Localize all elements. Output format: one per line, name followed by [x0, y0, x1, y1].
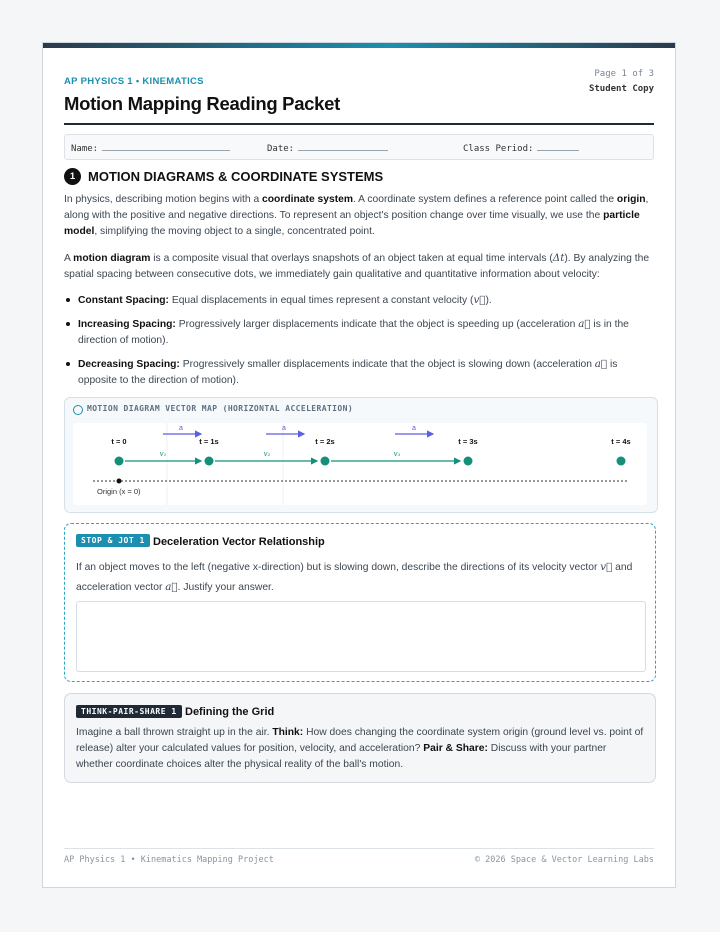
compass-icon — [73, 405, 83, 415]
date-field[interactable] — [267, 142, 388, 154]
origin-marker — [117, 479, 122, 484]
stop-and-jot-tag: STOP & JOT 1 — [76, 534, 150, 547]
velocity-label: v₁ — [159, 450, 167, 458]
time-label: t = 2s — [315, 437, 335, 446]
page-title: Motion Mapping Reading Packet — [64, 93, 341, 114]
acceleration-label: a — [282, 425, 286, 432]
list-item: Constant Spacing: Equal displacements in equal times represent a constant velocity (v⃗). — [64, 292, 658, 309]
diagram-label: MOTION DIAGRAM VECTOR MAP (HORIZONTAL ACCELERATION) — [87, 404, 354, 413]
stop-and-jot-box — [64, 523, 656, 682]
section-number-badge: 1 — [64, 168, 81, 185]
think-pair-share-title: Defining the Grid — [185, 706, 275, 718]
answer-textarea[interactable] — [76, 601, 646, 672]
intro-paragraph: In physics, describing motion begins with a coordinate system. A coordinate system defines a reference point called the origin, along with the positive and negative directions. To represent an object's position change over time visually, we use the particle model, simplifying the moving object to a single, concentrated point. — [64, 194, 649, 237]
acceleration-label: a — [412, 425, 416, 432]
copy-label: Student Copy — [588, 84, 654, 94]
acceleration-vectors — [163, 425, 433, 434]
period-blank[interactable] — [537, 142, 579, 151]
top-accent-bar — [43, 43, 675, 48]
list-item: Decreasing Spacing: Progressively smaller displacements indicate that the object is slowing down (acceleration a⃗ is opposite to the direction of motion). — [64, 356, 658, 389]
velocity-vectors — [125, 450, 460, 461]
name-field[interactable] — [71, 142, 230, 154]
list-item: Increasing Spacing: Progressively larger displacements indicate that the object is speeding up (acceleration a⃗ is in the direction of motion). — [64, 316, 658, 349]
time-label: t = 0 — [111, 437, 127, 446]
velocity-label: v₃ — [393, 450, 401, 458]
stop-and-jot-prompt: If an object moves to the left (negative x-direction) but is slowing down, describe the directions of its velocity vector v⃗ and acceleration vector a⃗. Justify your answer. — [76, 561, 633, 593]
position-dot — [617, 457, 626, 466]
position-dot — [464, 457, 473, 466]
acceleration-label: a — [179, 425, 183, 432]
diagram-canvas — [73, 423, 647, 505]
think-pair-share-tag: THINK-PAIR-SHARE 1 — [76, 705, 182, 718]
motion-diagram-panel — [64, 397, 658, 513]
course-kicker: AP PHYSICS 1 • KINEMATICS — [64, 76, 204, 87]
think-pair-share-box — [64, 693, 656, 783]
think-pair-share-body: Imagine a ball thrown straight up in the air. Think: How does changing the coordinate system origin (ground level vs. point of release) alter your calculated values for position, velocity, and acceleration? Pair & Share: Discuss with your partner whether coordinate choices alter the physical reality of the ball's motion. — [76, 727, 644, 770]
time-label: t = 4s — [611, 437, 631, 446]
spacing-bullet-list — [64, 292, 658, 396]
position-dot — [321, 457, 330, 466]
time-label: t = 3s — [458, 437, 478, 446]
time-label: t = 1s — [199, 437, 219, 446]
footer-copyright: © 2026 Space & Vector Learning Labs — [474, 855, 654, 865]
date-blank[interactable] — [298, 142, 388, 151]
origin-label: Origin (x = 0) — [97, 487, 141, 496]
student-info-box — [64, 134, 654, 160]
footer-course: AP Physics 1 • Kinematics Mapping Project — [64, 855, 274, 865]
period-field[interactable] — [463, 142, 579, 154]
motion-diagram-svg — [73, 423, 647, 505]
motion-diagram-paragraph: A motion diagram is a composite visual that overlays snapshots of an object taken at equal time intervals (Δt). By analyzing the spatial spacing between consecutive dots, we immediately gain qualitative and quantitative information about velocity: — [64, 252, 650, 280]
position-dot — [205, 457, 214, 466]
title-rule — [64, 123, 654, 125]
time-labels — [111, 437, 630, 446]
page-indicator: Page 1 of 3 — [594, 69, 654, 79]
period-label: Class Period: — [463, 144, 534, 154]
position-dot — [115, 457, 124, 466]
worksheet-page — [42, 42, 676, 888]
date-label: Date: — [267, 144, 295, 154]
section-title: MOTION DIAGRAMS & COORDINATE SYSTEMS — [88, 169, 384, 184]
footer-rule — [64, 848, 654, 849]
name-blank[interactable] — [102, 142, 230, 151]
name-label: Name: — [71, 144, 99, 154]
stop-and-jot-title: Deceleration Vector Relationship — [153, 536, 325, 548]
velocity-label: v₂ — [263, 450, 271, 458]
